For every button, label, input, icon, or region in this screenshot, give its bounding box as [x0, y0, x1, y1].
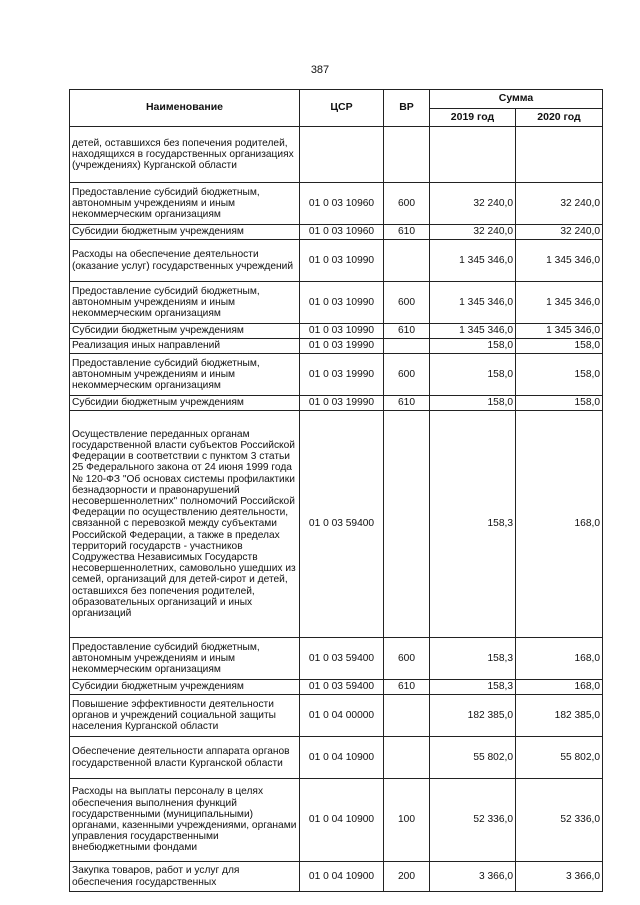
- table-row: [70, 282, 603, 324]
- row-sum-2020-cell: 52 336,0: [516, 779, 603, 862]
- row-sum-2020-cell: 32 240,0: [516, 183, 603, 225]
- header-sum: Сумма: [430, 90, 603, 109]
- row-sum-2019-cell: 1 345 346,0: [430, 240, 516, 282]
- row-vr-cell: [384, 737, 430, 779]
- row-sum-2020-cell: 55 802,0: [516, 737, 603, 779]
- row-sum-2019-cell: 158,3: [430, 411, 516, 638]
- table-row: [70, 680, 603, 695]
- row-sum-2019-cell: 55 802,0: [430, 737, 516, 779]
- row-vr-cell: [384, 339, 430, 354]
- row-csr-cell: 01 0 04 10900: [300, 779, 384, 862]
- row-sum-2020-cell: 32 240,0: [516, 225, 603, 240]
- row-csr-cell: 01 0 03 10990: [300, 324, 384, 339]
- table-row: [70, 240, 603, 282]
- row-csr-cell: 01 0 03 10990: [300, 282, 384, 324]
- row-csr-cell: 01 0 04 10900: [300, 862, 384, 892]
- row-csr-cell: 01 0 03 59400: [300, 411, 384, 638]
- table-row: [70, 183, 603, 225]
- row-vr-cell: 610: [384, 225, 430, 240]
- row-csr-cell: 01 0 04 10900: [300, 737, 384, 779]
- row-vr-cell: 610: [384, 396, 430, 411]
- row-sum-2020-cell: 182 385,0: [516, 695, 603, 737]
- row-sum-2020-cell: 158,0: [516, 339, 603, 354]
- row-sum-2020-cell: [516, 127, 603, 183]
- row-vr-cell: 600: [384, 183, 430, 225]
- row-sum-2019-cell: 158,3: [430, 680, 516, 695]
- row-csr-cell: 01 0 03 59400: [300, 680, 384, 695]
- header-name: Наименование: [70, 90, 300, 127]
- row-vr-cell: [384, 695, 430, 737]
- row-vr-cell: [384, 127, 430, 183]
- row-name-cell: Расходы на обеспечение деятельности (оказание услуг) государственных учреждений: [70, 240, 300, 282]
- row-sum-2019-cell: 52 336,0: [430, 779, 516, 862]
- row-csr-cell: 01 0 04 00000: [300, 695, 384, 737]
- budget-table: [69, 89, 603, 892]
- row-csr-cell: [300, 127, 384, 183]
- table-row: [70, 339, 603, 354]
- row-sum-2019-cell: 32 240,0: [430, 183, 516, 225]
- row-sum-2020-cell: 158,0: [516, 354, 603, 396]
- row-name-cell: Предоставление субсидий бюджетным, автономным учреждениям и иным некоммерческим организациям: [70, 183, 300, 225]
- row-name-cell: Реализация иных направлений: [70, 339, 300, 354]
- row-name-cell: Субсидии бюджетным учреждениям: [70, 324, 300, 339]
- row-name-cell: Обеспечение деятельности аппарата органов государственной власти Курганской области: [70, 737, 300, 779]
- row-name-cell: Субсидии бюджетным учреждениям: [70, 225, 300, 240]
- row-name-cell: Осуществление переданных органам государственной власти субъектов Российской Федерации в соответствии с пунктом 3 статьи 25 Федерального закона от 24 июня 1999 года № 120-ФЗ "Об основах системы профилактики безнадзорности и правонарушений несовершеннолетних" полномочий Российской Федерации по осуществлению деятельности, связанной с перевозкой между субъектами Российской Федерации, а также в пределах территорий государств - участников Содружества Независимых Государств несовершеннолетних, самовольно ушедших из семей, организаций для детей-сирот и детей, оставшихся без попечения родителей, образовательных организаций и иных организаций: [70, 411, 300, 638]
- table-row: [70, 225, 603, 240]
- row-sum-2019-cell: 158,0: [430, 354, 516, 396]
- table-header: [70, 90, 603, 127]
- table-row: [70, 862, 603, 892]
- table-row: [70, 638, 603, 680]
- row-name-cell: Субсидии бюджетным учреждениям: [70, 680, 300, 695]
- row-sum-2020-cell: 1 345 346,0: [516, 240, 603, 282]
- row-name-cell: Предоставление субсидий бюджетным, автономным учреждениям и иным некоммерческим организациям: [70, 354, 300, 396]
- row-vr-cell: 200: [384, 862, 430, 892]
- row-sum-2019-cell: 3 366,0: [430, 862, 516, 892]
- row-vr-cell: 600: [384, 354, 430, 396]
- header-year-2020: 2020 год: [516, 108, 603, 127]
- row-csr-cell: 01 0 03 19990: [300, 396, 384, 411]
- row-sum-2019-cell: 158,0: [430, 339, 516, 354]
- row-sum-2019-cell: 32 240,0: [430, 225, 516, 240]
- row-name-cell: Закупка товаров, работ и услуг для обеспечения государственных: [70, 862, 300, 892]
- table-body: [70, 127, 603, 892]
- row-sum-2020-cell: 168,0: [516, 411, 603, 638]
- row-name-cell: Предоставление субсидий бюджетным, автономным учреждениям и иным некоммерческим организациям: [70, 638, 300, 680]
- row-sum-2020-cell: 1 345 346,0: [516, 282, 603, 324]
- table-row: [70, 695, 603, 737]
- row-sum-2019-cell: 1 345 346,0: [430, 282, 516, 324]
- table-row: [70, 354, 603, 396]
- row-sum-2020-cell: 168,0: [516, 638, 603, 680]
- table-row: [70, 127, 603, 183]
- row-sum-2019-cell: 182 385,0: [430, 695, 516, 737]
- row-name-cell: Предоставление субсидий бюджетным, автономным учреждениям и иным некоммерческим организациям: [70, 282, 300, 324]
- row-sum-2019-cell: 158,0: [430, 396, 516, 411]
- row-vr-cell: 100: [384, 779, 430, 862]
- row-vr-cell: 610: [384, 324, 430, 339]
- row-name-cell: Расходы на выплаты персоналу в целях обеспечения выполнения функций государственными (муниципальными) органами, казенными учреждениями, органами управления государственными внебюджетными фондами: [70, 779, 300, 862]
- row-vr-cell: 610: [384, 680, 430, 695]
- table-row: [70, 411, 603, 638]
- row-csr-cell: 01 0 03 19990: [300, 339, 384, 354]
- row-vr-cell: [384, 240, 430, 282]
- header-year-2019: 2019 год: [430, 108, 516, 127]
- row-csr-cell: 01 0 03 19990: [300, 354, 384, 396]
- row-vr-cell: 600: [384, 282, 430, 324]
- row-name-cell: Повышение эффективности деятельности органов и учреждений социальной защиты населения Курганской области: [70, 695, 300, 737]
- table-row: [70, 779, 603, 862]
- table-row: [70, 737, 603, 779]
- row-name-cell: детей, оставшихся без попечения родителей, находящихся в государственных организациях (учреждениях) Курганской области: [70, 127, 300, 183]
- row-sum-2019-cell: [430, 127, 516, 183]
- row-sum-2019-cell: 158,3: [430, 638, 516, 680]
- row-sum-2020-cell: 158,0: [516, 396, 603, 411]
- row-csr-cell: 01 0 03 10990: [300, 240, 384, 282]
- row-sum-2020-cell: 168,0: [516, 680, 603, 695]
- row-sum-2020-cell: 3 366,0: [516, 862, 603, 892]
- header-csr: ЦСР: [300, 90, 384, 127]
- row-sum-2019-cell: 1 345 346,0: [430, 324, 516, 339]
- row-sum-2020-cell: 1 345 346,0: [516, 324, 603, 339]
- row-csr-cell: 01 0 03 10960: [300, 225, 384, 240]
- page-number: 387: [310, 64, 330, 76]
- row-vr-cell: 600: [384, 638, 430, 680]
- row-name-cell: Субсидии бюджетным учреждениям: [70, 396, 300, 411]
- row-vr-cell: [384, 411, 430, 638]
- row-csr-cell: 01 0 03 59400: [300, 638, 384, 680]
- row-csr-cell: 01 0 03 10960: [300, 183, 384, 225]
- header-vr: ВР: [384, 90, 430, 127]
- table-row: [70, 396, 603, 411]
- table-row: [70, 324, 603, 339]
